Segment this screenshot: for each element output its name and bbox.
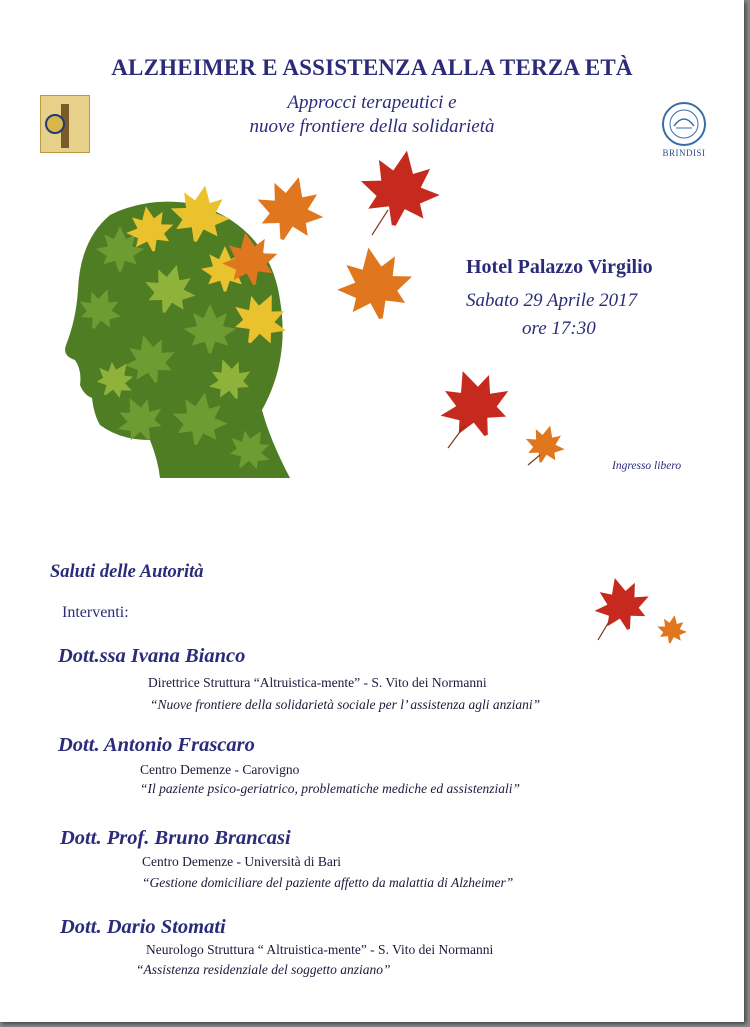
event-time: ore 17:30 (522, 318, 596, 339)
speaker-role: Direttrice Struttura “Altruistica-mente” - S. Vito dei Normanni (148, 675, 487, 690)
greetings-heading: Saluti delle Autorità (50, 562, 204, 582)
subtitle-line-2: nuove frontiere della solidarietà (249, 116, 495, 137)
venue-name: Hotel Palazzo Virgilio (466, 256, 653, 278)
speaker-talk: “Assistenza residenziale del soggetto anziano” (136, 962, 391, 977)
speaker-role: Centro Demenze - Università di Bari (142, 854, 342, 869)
speaker-role: Neurologo Struttura “ Altruistica-mente” - S. Vito dei Normanni (146, 942, 494, 957)
speaker-talk: “Gestione domiciliare del paziente affetto da malattia di Alzheimer” (142, 875, 514, 890)
subtitle-line-1: Approcci terapeutici e (287, 92, 457, 113)
entry-note: Ingresso libero (612, 460, 682, 472)
speaker-name: Dott.ssa Ivana Bianco (58, 645, 246, 667)
speaker-talk: “Nuove frontiere della solidarietà sociale per l’ assistenza agli anziani” (150, 697, 541, 712)
talks-label: Interventi: (62, 604, 129, 621)
speaker-name: Dott. Dario Stomati (60, 916, 226, 938)
speaker-role: Centro Demenze - Carovigno (140, 762, 300, 777)
speaker-name: Dott. Prof. Bruno Brancasi (60, 827, 291, 849)
brindisi-logo-label: BRINDISI (662, 148, 706, 158)
event-date: Sabato 29 Aprile 2017 (466, 290, 638, 311)
speaker-talk: “Il paziente psico-geriatrico, problematiche mediche ed assistenziali” (140, 781, 521, 796)
speaker-name: Dott. Antonio Frascaro (58, 734, 255, 756)
poster-title: ALZHEIMER E ASSISTENZA ALLA TERZA ETÀ (111, 55, 633, 80)
